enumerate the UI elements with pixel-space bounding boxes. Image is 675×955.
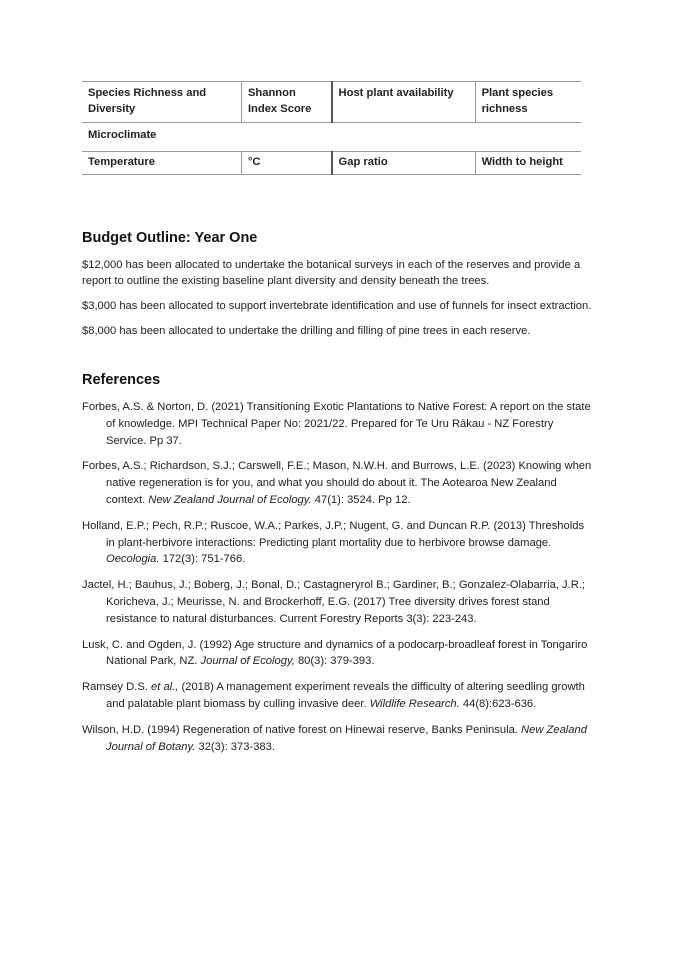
reference-text: Lusk, C. and Ogden, J. (1992) Age structure and dynamics of a podocarp-broadleaf forest in Tongariro National Park, NZ. xyxy=(82,638,588,668)
reference-text: Wilson, H.D. (1994) Regeneration of native forest on Hinewai reserve, Banks Peninsula. xyxy=(82,723,522,736)
reference-item xyxy=(82,577,594,627)
reference-item xyxy=(82,399,594,449)
references-section xyxy=(82,372,591,755)
reference-text: Jactel, H.; Bauhus, J.; Boberg, J.; Bonal, D.; Castagneryrol B.; Gardiner, B.; Gonzalez-Olabarria, J.R.; Koricheva, J.; Meurisse, N. and Brockerhoff, E.G. (2017) Tree diversity drives forest stand resistance to natural disturbances. Current Forestry Reports 3(3): 223-243. xyxy=(82,579,586,625)
reference-item xyxy=(82,637,594,671)
reference-text: Ramsey D.S. xyxy=(82,681,152,694)
reference-text: 44(8):623-636. xyxy=(459,697,537,710)
references-heading: References xyxy=(82,372,161,388)
table-cell: Width to height xyxy=(475,152,581,175)
budget-paragraph: $3,000 has been allocated to support invertebrate identification and use of funnels for insect extraction. xyxy=(82,300,592,312)
table-row xyxy=(82,152,581,175)
budget-paragraph: $12,000 has been allocated to undertake the botanical surveys in each of the reserves and provide a report to outline the existing baseline plant diversity and density beneath the trees. xyxy=(82,259,581,287)
reference-journal: New Zealand Journal of Ecology. xyxy=(148,493,312,506)
table-section-row xyxy=(82,123,581,152)
table-cell: Temperature xyxy=(82,152,241,175)
budget-paragraph: $8,000 has been allocated to undertake the drilling and filling of pine trees in each reserve. xyxy=(82,325,531,337)
table-cell: Gap ratio xyxy=(332,152,476,175)
reference-journal: Oecologia. xyxy=(106,553,160,566)
reference-item xyxy=(82,458,594,508)
table-row xyxy=(82,82,581,123)
table-cell: Species Richness and Diversity xyxy=(82,82,241,123)
reference-text: Holland, E.P.; Pech, R.P.; Ruscoe, W.A.; Parkes, J.P.; Nugent, G. and Duncan R.P. (2013) Thresholds in plant-herbivore interactions: Predicting plant mortality due to herbivore browse damage. xyxy=(82,519,585,549)
reference-text: 47(1): 3524. Pp 12. xyxy=(311,493,411,506)
reference-item xyxy=(82,679,594,713)
budget-heading: Budget Outline: Year One xyxy=(82,230,258,246)
reference-journal: Journal of Ecology, xyxy=(200,655,295,668)
reference-journal: New Zealand Journal of Botany. xyxy=(106,723,587,753)
table-cell: Shannon Index Score xyxy=(241,82,331,123)
reference-text: Forbes, A.S. & Norton, D. (2021) Transitioning Exotic Plantations to Native Forest: A report on the state of knowledge. MPI Technical Paper No: 2021/22. Prepared for Te Uru Rākau - NZ Forestry Service. Pp 37. xyxy=(82,401,591,447)
reference-item xyxy=(82,518,594,568)
reference-text: (2018) A management experiment reveals the difficulty of altering seedling growth and palatable plant biomass by culling invasive deer. xyxy=(106,681,585,710)
reference-item xyxy=(82,722,594,756)
table-section-label: Microclimate xyxy=(82,123,581,152)
reference-etal: et al., xyxy=(151,681,179,694)
table-cell: °C xyxy=(241,152,331,175)
reference-text: 32(3): 373-383. xyxy=(195,740,275,753)
table-cell: Plant species richness xyxy=(475,82,581,123)
budget-section xyxy=(82,230,591,339)
reference-text: 80(3): 379-393. xyxy=(294,655,375,668)
table-cell: Host plant availability xyxy=(332,82,476,123)
metrics-table xyxy=(82,81,581,175)
reference-text: 172(3): 751-766. xyxy=(159,553,246,566)
reference-text: Forbes, A.S.; Richardson, S.J.; Carswell, F.E.; Mason, N.W.H. and Burrows, L.E. (2023) Knowing when native regeneration is for you, and what you should do about it. The Aotearoa New Zealand context. xyxy=(82,460,592,506)
reference-journal: Wildlife Research. xyxy=(369,697,460,710)
